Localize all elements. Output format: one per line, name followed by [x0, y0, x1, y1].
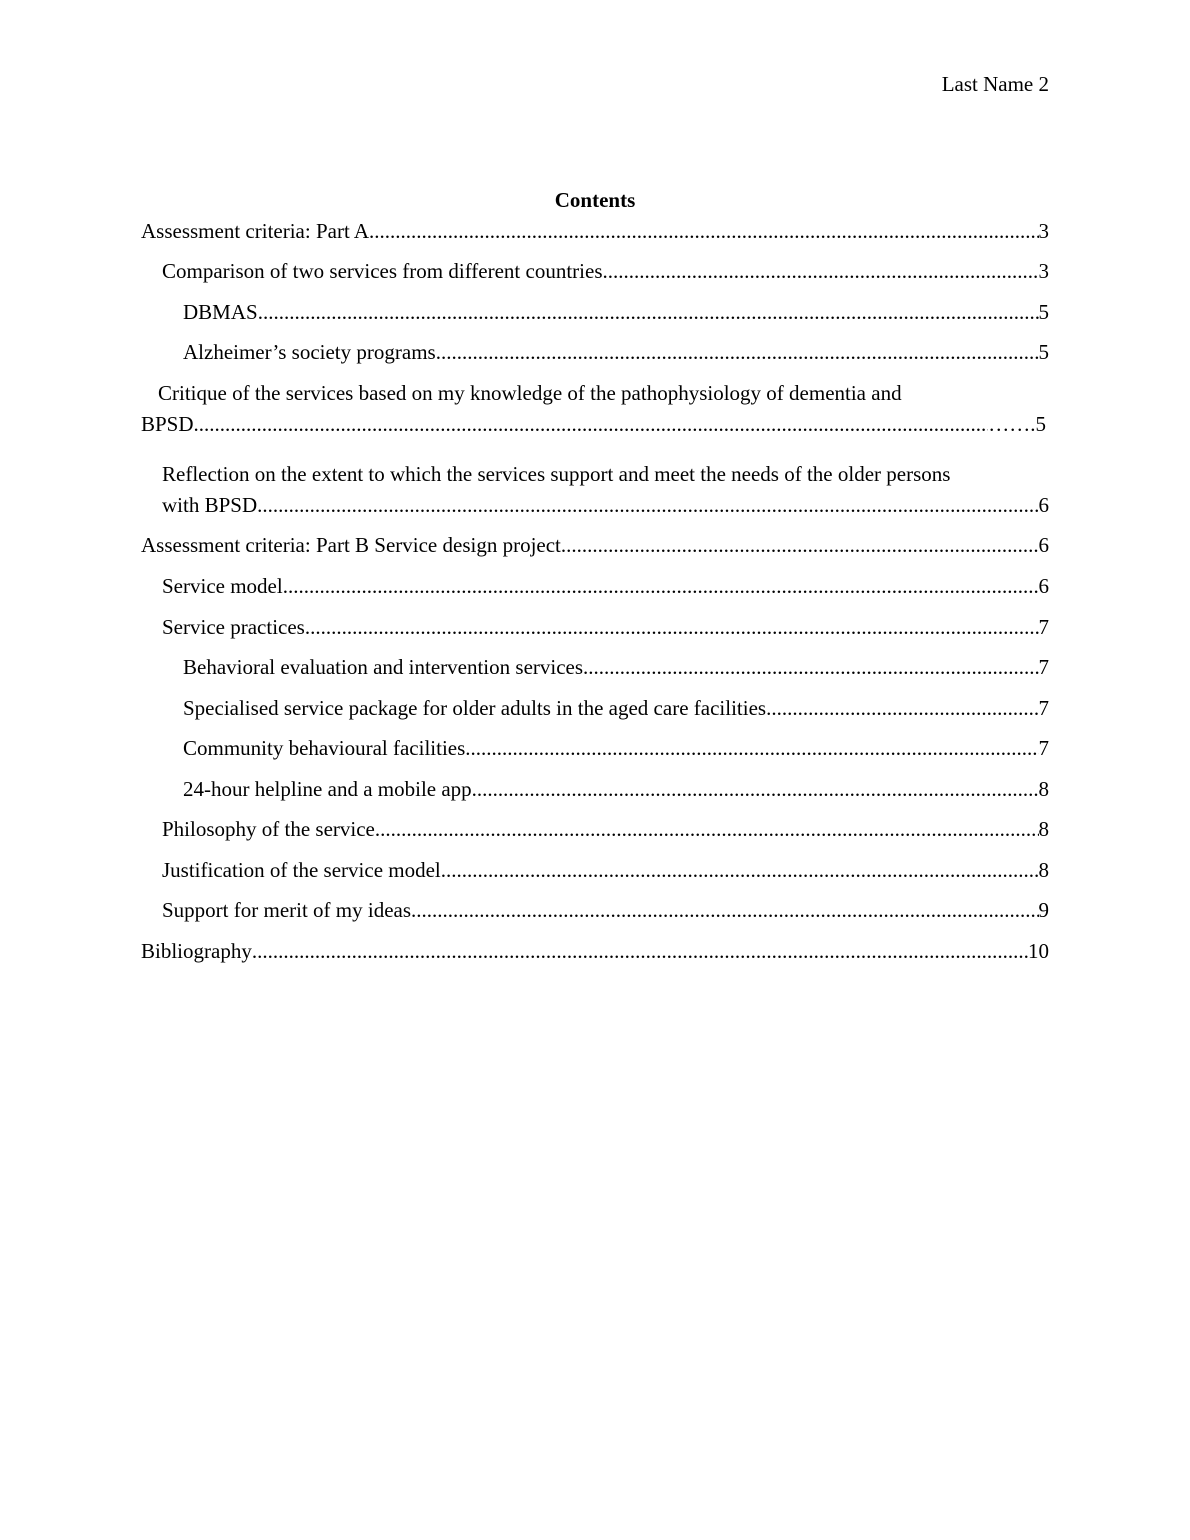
toc-entry-trail: ……	[988, 412, 1031, 436]
toc-entry-service-model[interactable]	[162, 572, 1049, 600]
toc-entry-text: DBMAS	[183, 300, 258, 324]
toc-entry-text: BPSD	[141, 412, 194, 436]
toc-page-number: 8	[1038, 777, 1049, 801]
dot-leader	[472, 775, 1039, 803]
toc-page-number: 3	[1038, 259, 1049, 283]
toc-page-number: 7	[1038, 655, 1049, 679]
toc-entry-text: Bibliography	[141, 939, 252, 963]
toc-entry-text: Support for merit of my ideas	[162, 898, 412, 922]
toc-entry-text: Behavioral evaluation and intervention services	[183, 655, 584, 679]
dot-leader	[375, 815, 1039, 843]
toc-entry-part-a[interactable]	[141, 217, 1049, 245]
dot-leader	[465, 734, 1038, 762]
toc-page-number: 7	[1038, 615, 1049, 639]
toc-entry-text: Specialised service package for older adults in the aged care facilities	[183, 696, 767, 720]
toc-page-number: 5	[1038, 340, 1049, 364]
toc-entry-part-b[interactable]	[141, 531, 1049, 559]
toc-entry-community-facilities[interactable]	[183, 734, 1049, 762]
toc-entry-critique[interactable]	[141, 410, 1046, 438]
toc-entry-text: Assessment criteria: Part A	[141, 219, 370, 243]
toc-entry-text: Community behavioural facilities	[183, 736, 466, 760]
dot-leader	[305, 613, 1039, 641]
toc-entry-comparison[interactable]	[162, 257, 1049, 285]
toc-entry-bibliography[interactable]	[141, 937, 1049, 965]
toc-entry-text: Philosophy of the service	[162, 817, 375, 841]
toc-page-number: 5	[1038, 300, 1049, 324]
toc-entry-specialised-package[interactable]	[183, 694, 1049, 722]
toc-page-number: 7	[1038, 736, 1049, 760]
toc-entry-support-merit[interactable]	[162, 896, 1049, 924]
dot-leader	[766, 694, 1038, 722]
toc-page-number: 6	[1038, 533, 1049, 557]
dot-leader	[283, 572, 1039, 600]
toc-page-number: 8	[1038, 858, 1049, 882]
toc-page-number: .5	[1030, 412, 1046, 436]
toc-entry-text: Assessment criteria: Part B Service design project	[141, 533, 561, 557]
toc-entry-text: Alzheimer’s society programs	[183, 340, 436, 364]
toc-title: Contents	[554, 188, 636, 212]
dot-leader	[603, 257, 1039, 285]
dot-leader	[561, 531, 1039, 559]
dot-leader	[369, 217, 1038, 245]
toc-entry-behavioral-evaluation[interactable]	[183, 653, 1049, 681]
toc-page-number: 3	[1038, 219, 1049, 243]
toc-entry-critique-line1[interactable]: Critique of the services based on my knowledge of the pathophysiology of dementia and	[158, 381, 902, 405]
dot-leader	[411, 896, 1038, 924]
toc-entry-reflection-line1[interactable]: Reflection on the extent to which the services support and meet the needs of the older persons	[162, 462, 951, 486]
toc-entry-text: Service practices	[162, 615, 305, 639]
toc-entry-text: with BPSD	[162, 493, 258, 517]
toc-page-number: 8	[1038, 817, 1049, 841]
toc-page-number: 6	[1038, 574, 1049, 598]
dot-leader	[257, 491, 1038, 519]
toc-page-number: 7	[1038, 696, 1049, 720]
toc-entry-text: Comparison of two services from different countries	[162, 259, 603, 283]
dot-leader	[252, 937, 1028, 965]
toc-entry-helpline[interactable]	[183, 775, 1049, 803]
dot-leader	[194, 410, 989, 438]
toc-entry-text: Justification of the service model	[162, 858, 441, 882]
toc-entry-reflection[interactable]	[162, 491, 1049, 519]
toc-page-number: 6	[1038, 493, 1049, 517]
toc-entry-alzheimers[interactable]	[183, 338, 1049, 366]
running-head: Last Name 2	[941, 72, 1049, 96]
dot-leader	[436, 338, 1039, 366]
dot-leader	[583, 653, 1038, 681]
toc-entry-philosophy[interactable]	[162, 815, 1049, 843]
toc-page-number: 9	[1038, 898, 1049, 922]
dot-leader	[258, 298, 1039, 326]
toc-page-number: 10	[1028, 939, 1049, 963]
dot-leader	[441, 856, 1039, 884]
toc-entry-text: Service model	[162, 574, 283, 598]
toc-entry-text: 24-hour helpline and a mobile app	[183, 777, 472, 801]
toc-entry-service-practices[interactable]	[162, 613, 1049, 641]
toc-entry-justification[interactable]	[162, 856, 1049, 884]
toc-entry-dbmas[interactable]	[183, 298, 1049, 326]
